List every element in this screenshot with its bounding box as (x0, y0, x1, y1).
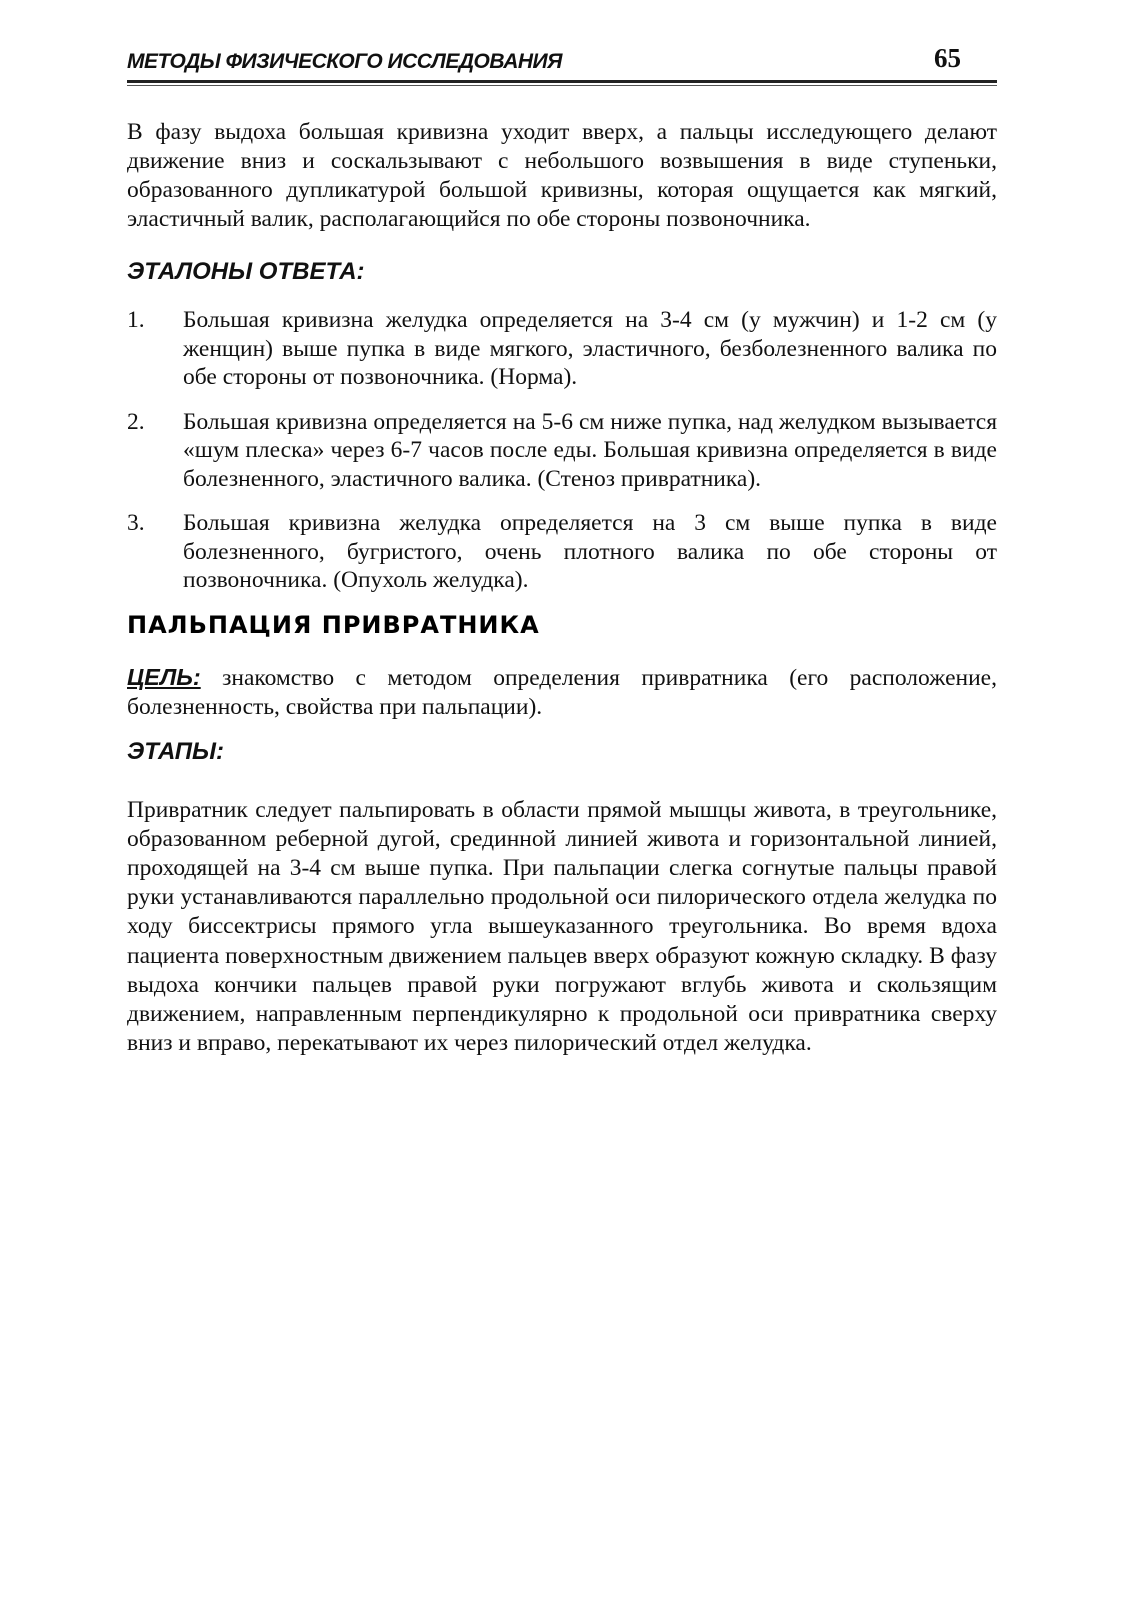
list-item (127, 408, 997, 494)
intro-paragraph: В фазу выдоха большая кривизна уходит вверх, а пальцы исследующего делают движение вниз и соскальзывают с небольшого возвышения в виде ступеньки, образованного дупликатурой большой кривизны, которая ощущается как мягкий, эластичный валик, располагающийся по обе стороны позвоночника. (127, 119, 997, 232)
list-item (127, 509, 997, 595)
goal-paragraph (127, 663, 997, 722)
list-item-number: 1. (127, 307, 145, 333)
list-item-number: 3. (127, 510, 145, 536)
goal-label: ЦЕЛЬ: (127, 663, 201, 690)
document-page (127, 36, 997, 1058)
header-rule (127, 80, 997, 86)
list-item-text: Большая кривизна определяется на 5-6 см ниже пупка, над желудком вызывается «шум плеска» через 6-7 часов после еды. Большая кривизна определяется в виде болезненного, эластичного валика. (Стеноз привратника). (183, 408, 997, 492)
answers-list (127, 306, 997, 595)
running-header (127, 36, 997, 74)
list-item-text: Большая кривизна желудка определяется на 3-4 см (у мужчин) и 1-2 см (у женщин) выше пупка в виде мягкого, эластичного, безболезненного валика по обе стороны от позвоночника. (Норма). (183, 307, 997, 390)
answers-heading: ЭТАЛОНЫ ОТВЕТА: (127, 258, 365, 285)
page-number: 65 (934, 43, 961, 73)
list-item-text: Большая кривизна желудка определяется на 3 см выше пупка в виде болезненного, бугристого, очень плотного валика по обе стороны от позвоночника. (Опухоль желудка). (183, 510, 997, 593)
list-item (127, 306, 997, 392)
section-title: ПАЛЬПАЦИЯ ПРИВРАТНИКА (127, 610, 540, 639)
list-item-number: 2. (127, 408, 145, 435)
running-title: МЕТОДЫ ФИЗИЧЕСКОГО ИССЛЕДОВАНИЯ (127, 50, 562, 73)
stages-heading: ЭТАПЫ: (127, 737, 224, 765)
stages-paragraph: Привратник следует пальпировать в области прямой мышцы живота, в треугольнике, образованном реберной дугой, срединной линией живота и горизонтальной линией, проходящей на 3-4 см выше пупка. При пальпации слегка согнутые пальцы правой руки устанавливаются параллельно продольной оси пилорического отдела желудка по ходу биссектрисы прямого угла вышеуказанного треугольника. Во время вдоха пациента поверхностным движением пальцев вверх образуют кожную складку. В фазу выдоха кончики пальцев правой руки погружают вглубь живота и скользящим движением, направленным перпендикулярно к продольной оси привратника сверху вниз и вправо, перекатывают их через пилорический отдел желудка. (127, 796, 997, 1057)
goal-text: знакомство с методом определения привратника (его расположение, болезненность, свойства при пальпации). (127, 664, 997, 720)
